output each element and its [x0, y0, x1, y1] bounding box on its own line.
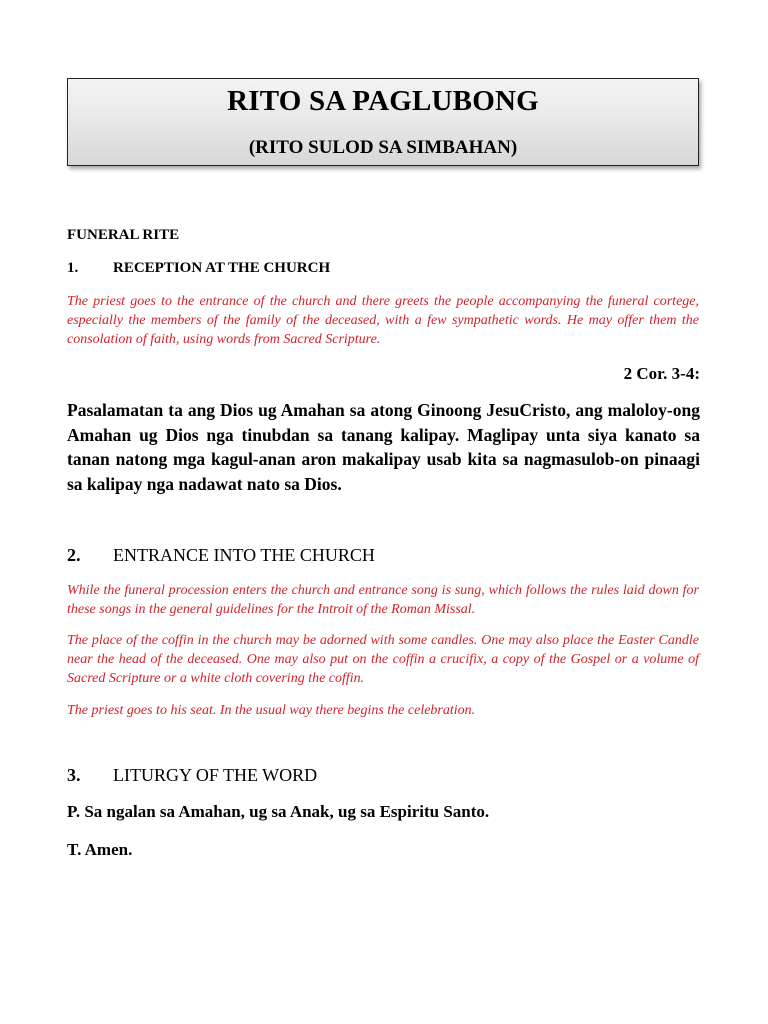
section2-rubric: While the funeral procession enters the church and entrance song is sung, which follows the rules laid down for these songs in the general guidelines for the Introit of the Roman Missal.	[67, 583, 699, 617]
document-title: RITO SA PAGLUBONG	[227, 85, 539, 117]
section2-rubric: The place of the coffin in the church may be adorned with some candles. One may also place the Easter Candle near the head of the deceased. One may also put on the coffin a crucifix, a copy of the Gospel or a volume of Sacred Scripture or a white cloth covering the coffin.	[67, 633, 699, 686]
section3-number: 3.	[67, 765, 81, 785]
section1-number: 1.	[67, 260, 79, 276]
section1-heading: RECEPTION AT THE CHURCH	[113, 260, 331, 276]
people-response: T. Amen.	[67, 840, 133, 859]
priest-line: P. Sa ngalan sa Amahan, ug sa Anak, ug sa Espiritu Santo.	[67, 802, 490, 821]
section3-heading: LITURGY OF THE WORD	[113, 765, 318, 785]
section2-number: 2.	[67, 545, 81, 565]
document-subtitle: (RITO SULOD SA SIMBAHAN)	[248, 137, 518, 158]
section2-rubric: The priest goes to his seat. In the usual way there begins the celebration.	[67, 703, 476, 718]
scripture-reading: Pasalamatan ta ang Dios ug Amahan sa atong Ginoong JesuCristo, ang maloloy-ong Amahan ug Dios nga tinubdan sa tanang kalipay. Maglipay unta siya kanato sa tanan natong mga kagul-anan aron makalipay usab kita sa nagmasulob-on pinaagi sa kalipay nga nadawat nato sa Dios.	[67, 400, 700, 494]
section1-rubric: The priest goes to the entrance of the church and there greets the people accompanying the funeral cortege, especially the members of the family of the deceased, with a few sympathetic words. He may offer them the consolation of faith, using words from Sacred Scripture.	[67, 294, 699, 347]
intro-label: FUNERAL RITE	[67, 227, 180, 243]
scripture-reference: 2 Cor. 3-4:	[623, 364, 700, 383]
section2-heading: ENTRANCE INTO THE CHURCH	[113, 545, 375, 565]
title-box	[67, 78, 699, 166]
